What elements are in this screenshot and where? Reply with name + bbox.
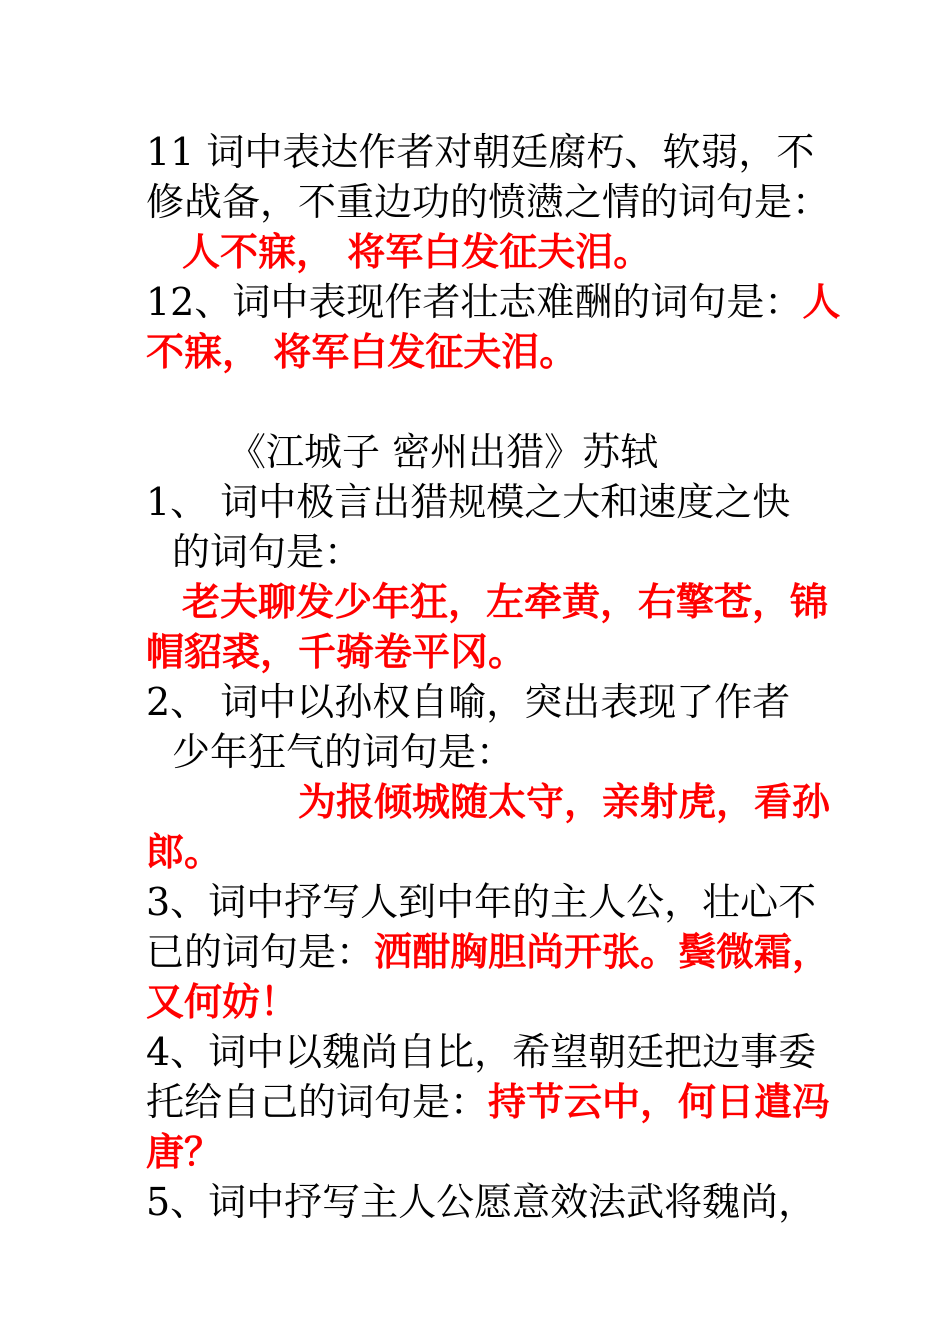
answer-12-part-2: 不寐， 将军白发征夫泪。 (146, 329, 578, 374)
question-4-text: 托给自己的词句是： (146, 1080, 489, 1124)
question-1-line-1: 1、 词中极言出猎规模之大和速度之快 (146, 480, 791, 524)
question-5-line-1: 5、词中抒写主人公愿意效法武将魏尚， (146, 1180, 817, 1224)
answer-4-part-2: 唐？ (146, 1129, 223, 1174)
question-3-line-2 (146, 928, 830, 976)
question-4-line-1: 4、词中以魏尚自比，希望朝廷把边事委 (146, 1030, 817, 1074)
question-1-line-2: 的词句是： (172, 530, 363, 574)
question-2-line-2: 少年狂气的词句是： (172, 730, 515, 774)
question-12-line-1 (146, 278, 840, 326)
answer-2-line-1: 为报倾城随太守，亲射虎，看孙 (298, 779, 831, 824)
answer-4-part-1: 持节云中，何日遣冯 (488, 1079, 831, 1124)
question-4-line-2 (146, 1078, 830, 1126)
question-11-line-1: 11 词中表达作者对朝廷腐朽、软弱，不 (146, 130, 815, 174)
answer-11: 人不寐， 将军白发征夫泪。 (182, 229, 652, 274)
answer-1-line-1: 老夫聊发少年狂，左牵黄，右擎苍，锦 (182, 579, 829, 624)
question-3-line-1: 3、词中抒写人到中年的主人公，壮心不 (146, 880, 817, 924)
question-12-text: 12、词中表现作者壮志难酬的词句是： (146, 280, 803, 324)
question-2-line-1: 2、 词中以孙权自喻，突出表现了作者 (146, 680, 791, 724)
answer-3-part-1: 洒酣胸胆尚开张。鬓微霜， (374, 929, 831, 974)
question-11-line-2: 修战备，不重边功的愤懑之情的词句是： (146, 180, 831, 224)
answer-12-part-1: 人 (802, 279, 841, 324)
question-3-text: 已的词句是： (146, 930, 375, 974)
answer-3-part-2: 又何妨！ (146, 979, 299, 1024)
section-title: 《江城子 密州出猎》苏轼 (228, 430, 659, 474)
answer-1-line-2: 帽貂裘，千骑卷平冈。 (146, 629, 527, 674)
answer-2-line-2: 郎。 (146, 829, 223, 874)
